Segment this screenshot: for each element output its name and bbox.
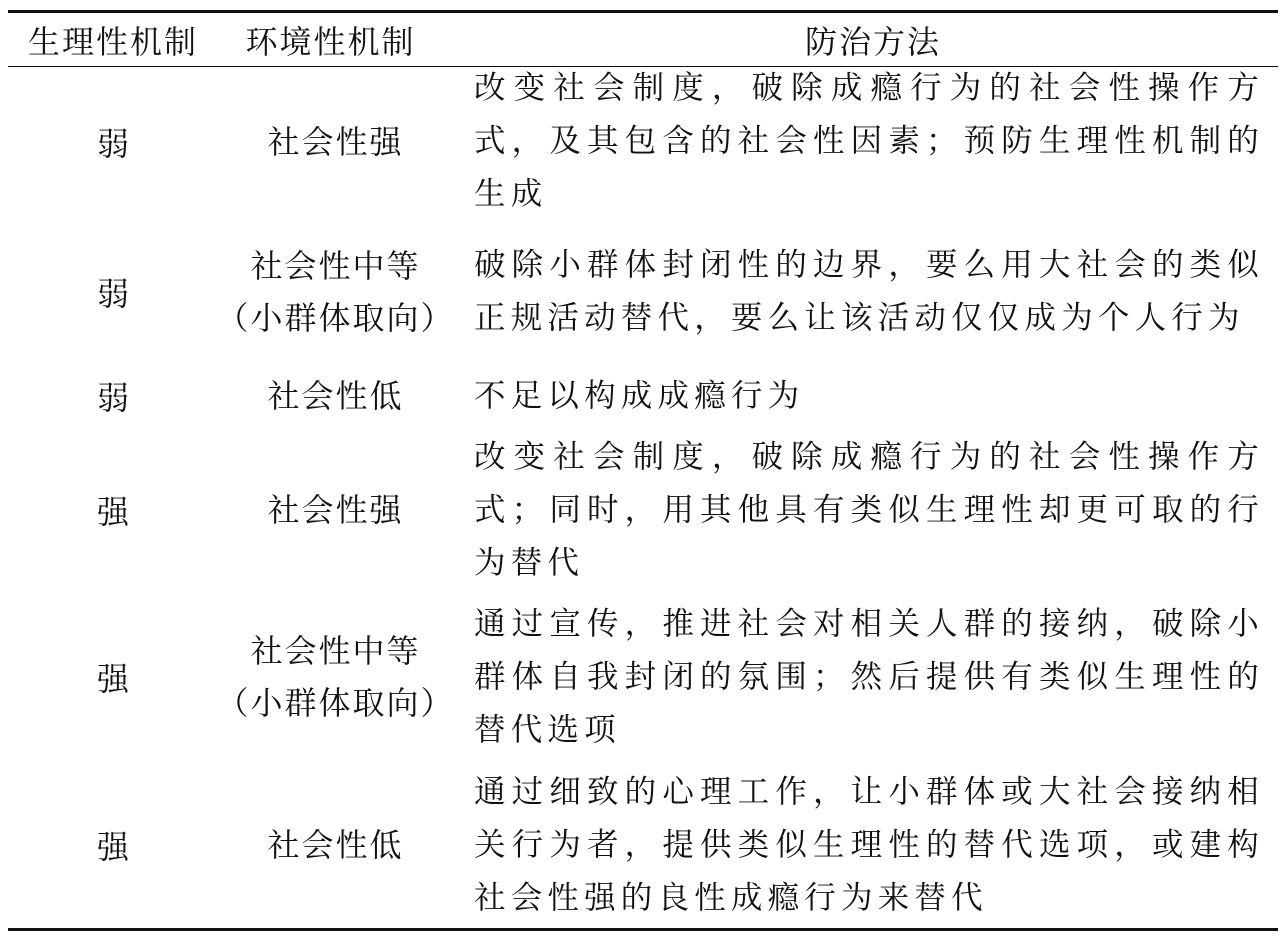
header-physiological-mechanism: 生理性机制 xyxy=(27,23,198,61)
environmental-line: 社会性中等 xyxy=(250,632,421,670)
environmental-line: 社会性低 xyxy=(267,826,404,864)
method-cell xyxy=(474,765,1264,925)
method-text: 不足以构成成瘾行为 xyxy=(474,377,805,414)
method-text: 改变社会制度，破除成瘾行为的社会性操作方式，及其包含的社会性因素；预防生理性机制的生成 xyxy=(474,70,1264,212)
environmental-cell xyxy=(218,765,453,925)
method-text: 通过细致的心理工作，让小群体或大社会接纳相关行为者，提供类似生理性的替代选项，或建构社会性强的良性成瘾行为来替代 xyxy=(474,773,1264,916)
method-cell xyxy=(474,370,1264,422)
environmental-line: 社会性中等 xyxy=(250,246,421,285)
physiological-cell: 弱 xyxy=(96,379,129,417)
method-cell xyxy=(474,217,1264,366)
environmental-line: 社会性强 xyxy=(267,491,404,529)
method-text: 通过宣传，推进社会对相关人群的接纳，破除小群体自我封闭的氛围；然后提供有类似生理性的替代选项 xyxy=(474,605,1264,748)
table-bottom-rule xyxy=(8,928,1278,931)
method-text: 改变社会制度，破除成瘾行为的社会性操作方式；同时，用其他具有类似生理性却更可取的行为替代 xyxy=(474,438,1264,581)
table-row xyxy=(8,597,1278,757)
physiological-cell: 弱 xyxy=(96,274,129,313)
physiological-cell: 强 xyxy=(96,493,129,531)
table-row xyxy=(8,765,1278,925)
table-row xyxy=(8,217,1278,366)
environmental-line: （小群体取向） xyxy=(216,684,455,722)
physiological-cell: 弱 xyxy=(96,124,129,163)
method-text: 破除小群体封闭性的边界，要么用大社会的类似正规活动替代，要么让该活动仅仅成为个人行为 xyxy=(474,246,1264,336)
environmental-cell xyxy=(218,217,453,366)
environmental-line: 社会性低 xyxy=(267,377,404,415)
table-row xyxy=(8,430,1278,590)
physiological-cell: 强 xyxy=(96,660,129,698)
method-cell xyxy=(474,597,1264,757)
environmental-cell xyxy=(218,597,453,757)
environmental-cell xyxy=(218,370,453,422)
environmental-line: 社会性强 xyxy=(267,122,404,161)
physiological-cell: 强 xyxy=(96,828,129,866)
table-top-rule xyxy=(8,10,1278,13)
table-row xyxy=(8,71,1278,212)
table-row xyxy=(8,370,1278,422)
environmental-cell xyxy=(218,71,453,212)
environmental-cell xyxy=(218,430,453,590)
method-cell xyxy=(474,71,1264,212)
environmental-line: （小群体取向） xyxy=(216,298,455,337)
header-environmental-mechanism: 环境性机制 xyxy=(245,23,416,61)
method-cell xyxy=(474,430,1264,590)
header-prevention-method: 防治方法 xyxy=(804,23,941,61)
